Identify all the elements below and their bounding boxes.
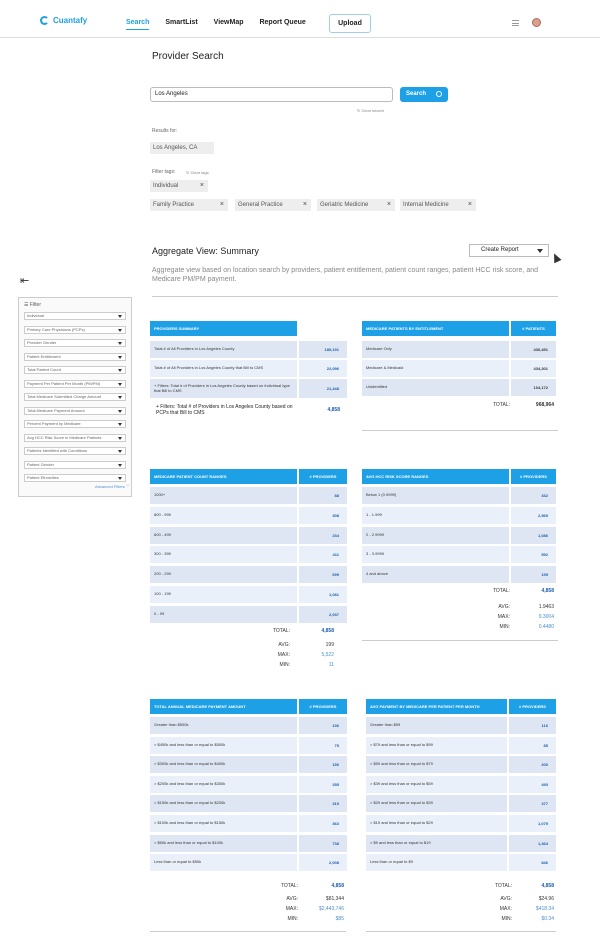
- table-cell: 332: [511, 487, 556, 504]
- table-cell: 200: [509, 756, 556, 773]
- main-nav: [126, 19, 306, 30]
- table-cell: 434,301: [511, 360, 556, 377]
- filter-title: ☰ Filter: [24, 302, 41, 308]
- total-label: TOTAL:: [272, 628, 290, 634]
- providers-column-header: # PROVIDERS: [299, 699, 347, 714]
- hcc-avg: 1.9463: [538, 604, 554, 610]
- filter-dropdown[interactable]: Total Medicare Payment Amount: [24, 407, 126, 415]
- payment-header: TOTAL ANNUAL MEDICARE PAYMENT AMOUNT: [150, 699, 297, 714]
- filter-dropdown[interactable]: Percent Payment by Medicare: [24, 420, 126, 428]
- payment-total: 4,858: [331, 883, 344, 889]
- filter-dropdown[interactable]: Payment Per Patient Per Month (PM/PM): [24, 380, 126, 388]
- min-label: MIN:: [501, 916, 512, 922]
- avg-label: AVG:: [286, 896, 298, 902]
- filter-dropdown[interactable]: Patients Identified with Conditions: [24, 447, 126, 455]
- top-header: [0, 0, 600, 38]
- max-label: MAX:: [285, 906, 298, 912]
- table-row: + Filters: Total # of Providers in Los Angeles County based on Individual type that Bill to CMS: [150, 379, 297, 398]
- tag-internal-medicine[interactable]: Internal Medicine ×: [400, 199, 476, 211]
- table-row: Unidentified: [362, 379, 509, 396]
- payment-min: $85: [335, 916, 344, 922]
- table-cell: 21,448: [299, 379, 347, 398]
- table-row: 4 and above: [362, 566, 509, 583]
- table-row: > $300k and less than or equal to $400k: [150, 756, 297, 773]
- entitlement-total: 968,964: [535, 402, 554, 408]
- max-label: MAX:: [277, 652, 290, 658]
- divider: [366, 931, 556, 932]
- results-for-label: Results for:: [152, 128, 178, 134]
- table-cell: 699: [299, 566, 347, 583]
- hcc-header: AVG HCC RISK SCORE RANGES: [362, 469, 509, 484]
- total-label: TOTAL:: [280, 883, 298, 889]
- table-row: Medicare Only: [362, 341, 509, 358]
- divider: [362, 430, 558, 431]
- avg-label: AVG:: [498, 604, 510, 610]
- table-row: Total # of All Providers in Los Angeles County: [150, 341, 297, 358]
- patients-column-header: # PATIENTS: [511, 321, 556, 336]
- avg-label: AVG:: [278, 642, 290, 648]
- results-location: Los Angeles, CA: [150, 142, 214, 154]
- total-label: TOTAL:: [492, 588, 510, 594]
- nav-search[interactable]: Search: [126, 19, 149, 30]
- search-icon: [436, 91, 442, 97]
- filter-dropdown[interactable]: Total Medicare Submitted Charge Amount: [24, 393, 126, 401]
- table-row: 0 - 99: [150, 606, 297, 623]
- table-row: > $39 and less than or equal to $59: [366, 776, 507, 793]
- filter-sidebar: [18, 297, 132, 497]
- filter-dropdown[interactable]: Individual: [24, 312, 126, 320]
- total-label: TOTAL:: [492, 402, 510, 408]
- table-row: 800 - 999: [150, 507, 297, 524]
- max-label: MAX:: [497, 614, 510, 620]
- table-row: > $450k and less than or equal to $500k: [150, 737, 297, 754]
- table-row: > $19 and less than or equal to $29: [366, 815, 507, 832]
- providers-total-label: + Filters: Total # of Providers in Los Angeles County based on PCPs that Bill to CMS: [156, 404, 293, 416]
- min-label: MIN:: [499, 624, 510, 630]
- table-cell: 1,364: [509, 835, 556, 852]
- filter-dropdown[interactable]: Primary Care Physicians (PCPs): [24, 326, 126, 334]
- close-icon[interactable]: ×: [386, 201, 391, 208]
- divider: [150, 931, 346, 932]
- table-row: Greater than $99: [366, 717, 507, 734]
- pmpm-total: 4,858: [541, 883, 554, 889]
- menu-icon[interactable]: [512, 20, 519, 26]
- table-cell: 22,096: [299, 360, 347, 377]
- back-arrow-icon[interactable]: ⇤: [20, 275, 30, 287]
- logo-icon: [40, 16, 49, 25]
- table-cell: 1,081: [299, 586, 347, 603]
- table-row: 100 - 199: [150, 586, 297, 603]
- table-cell: 2,037: [299, 606, 347, 623]
- table-row: 1 - 1.999: [362, 507, 509, 524]
- hcc-min: 0.4480: [538, 624, 554, 630]
- providers-summary-header: PROVIDERS SUMMARY: [150, 321, 297, 336]
- filter-dropdown[interactable]: Patient Entitlement: [24, 353, 126, 361]
- table-row: > $200k and less than or equal to $300k: [150, 776, 297, 793]
- table-cell: 88: [299, 487, 347, 504]
- table-cell: 430,491: [511, 341, 556, 358]
- count-min: 11: [328, 662, 334, 668]
- entitlement-header: MEDICARE PATIENTS BY ENTITLEMENT: [362, 321, 509, 336]
- table-row: Greater than $500k: [150, 717, 297, 734]
- nav-report-queue[interactable]: Report Queue: [259, 19, 306, 26]
- table-cell: 411: [299, 546, 347, 563]
- count-ranges-header: MEDICARE PATIENT COUNT RANGES: [150, 469, 297, 484]
- table-row: Less than or equal to $50k: [150, 854, 297, 871]
- filter-dropdown[interactable]: Provider Gender: [24, 339, 126, 347]
- table-row: Less than or equal to $9: [366, 854, 507, 871]
- table-cell: 319: [299, 795, 347, 812]
- filter-dropdown[interactable]: Patient Gender: [24, 461, 126, 469]
- cursor-icon: [550, 252, 561, 264]
- table-cell: 493: [509, 776, 556, 793]
- table-cell: 104,172: [511, 379, 556, 396]
- table-row: > $50k and less than or equal to $100k: [150, 835, 297, 852]
- advanced-filters-link[interactable]: Advanced Filters ﹀: [95, 484, 130, 489]
- max-label: MAX:: [499, 906, 512, 912]
- table-row: Medicare & Medicaid: [362, 360, 509, 377]
- table-cell: 1,086: [511, 527, 556, 544]
- create-report-dropdown[interactable]: Create Report: [469, 244, 549, 257]
- avatar[interactable]: [532, 18, 541, 27]
- table-cell: 75: [299, 737, 347, 754]
- providers-column-header: # PROVIDERS: [511, 469, 556, 484]
- filter-dropdown[interactable]: Total Patient Count: [24, 366, 126, 374]
- table-cell: 2,569: [511, 507, 556, 524]
- filter-dropdown[interactable]: Patient Ethnicities: [24, 474, 126, 482]
- tag-individual[interactable]: Individual ×: [150, 180, 208, 192]
- table-cell: 477: [509, 795, 556, 812]
- table-row: > $100k and less than or equal to $150k: [150, 815, 297, 832]
- clear-search-link[interactable]: ↻ Clear search: [357, 108, 385, 113]
- tag-family-practice[interactable]: Family Practice ×: [150, 199, 228, 211]
- table-row: 3 - 3.9999: [362, 546, 509, 563]
- total-label: TOTAL:: [494, 883, 512, 889]
- payment-avg: $81,344: [325, 896, 344, 902]
- filter-dropdown[interactable]: Avg HCC Risk Score in Medicare Patients: [24, 434, 126, 442]
- table-row: > $29 and less than or equal to $39: [366, 795, 507, 812]
- tag-geriatric-medicine[interactable]: Geriatric Medicine ×: [317, 199, 395, 211]
- pmpm-max: $418.34: [535, 906, 554, 912]
- aggregate-description: Aggregate view based on location search by providers, patient entitlement, patient count ranges, patient HCC risk score, and Medicare PM/PM payment.: [152, 267, 538, 283]
- tag-general-practice[interactable]: General Practice ×: [235, 199, 311, 211]
- table-cell: 592: [511, 546, 556, 563]
- table-row: Below 1 (0.9999): [362, 487, 509, 504]
- close-icon[interactable]: ×: [199, 182, 204, 189]
- table-row: > $59 and less than or equal to $79: [366, 756, 507, 773]
- filter-tags-label: Filter tags:: [152, 169, 176, 175]
- table-row: 200 - 299: [150, 566, 297, 583]
- page-title: Provider Search: [152, 51, 224, 62]
- hcc-total: 4,858: [541, 588, 554, 594]
- divider: [362, 640, 558, 641]
- pmpm-avg: $24.96: [538, 896, 554, 902]
- search-button[interactable]: Search: [400, 87, 448, 102]
- pmpm-min: $0.34: [541, 916, 554, 922]
- nav-smartlist[interactable]: SmartList: [165, 19, 198, 26]
- table-row: > $79 and less than or equal to $99: [366, 737, 507, 754]
- divider: [152, 296, 558, 297]
- providers-column-header: # PROVIDERS: [509, 699, 556, 714]
- table-cell: 846: [509, 854, 556, 871]
- table-row: Total # of All Providers in Los Angeles County that Bill to CMS: [150, 360, 297, 377]
- nav-viewmap[interactable]: ViewMap: [213, 19, 244, 26]
- table-cell: 189,191: [299, 341, 347, 358]
- hcc-max: 9.3004: [538, 614, 554, 620]
- close-icon[interactable]: ×: [467, 201, 472, 208]
- table-cell: 738: [299, 835, 347, 852]
- table-cell: 308: [299, 507, 347, 524]
- providers-column-header: # PROVIDERS: [299, 469, 347, 484]
- count-total: 4,858: [321, 628, 334, 634]
- logo[interactable]: Cuantafy: [40, 16, 87, 25]
- search-input[interactable]: Los Angeles: [150, 87, 393, 102]
- table-cell: 150: [299, 756, 347, 773]
- table-row: 300 - 399: [150, 546, 297, 563]
- table-cell: 2,008: [299, 854, 347, 871]
- count-avg: 199: [325, 642, 334, 648]
- table-row: > $9 and less than or equal to $19: [366, 835, 507, 852]
- chevron-down-icon: [537, 249, 543, 253]
- table-cell: 199: [511, 566, 556, 583]
- pmpm-header: AVG PAYMENT BY MEDICARE PER PATIENT PER MONTH: [366, 699, 507, 714]
- payment-max: $2,443,746: [318, 906, 344, 912]
- providers-total: 4,858: [327, 407, 340, 413]
- table-cell: 363: [299, 815, 347, 832]
- table-cell: 234: [299, 527, 347, 544]
- table-row: 2 - 2.9999: [362, 527, 509, 544]
- table-row: 600 - 499: [150, 527, 297, 544]
- min-label: MIN:: [279, 662, 290, 668]
- table-cell: 116: [509, 717, 556, 734]
- close-icon[interactable]: ×: [302, 201, 307, 208]
- table-cell: 1,079: [509, 815, 556, 832]
- count-max: 5,522: [321, 652, 334, 658]
- aggregate-title: Aggregate View: Summary: [152, 246, 259, 256]
- table-cell: 85: [509, 737, 556, 754]
- upload-button[interactable]: Upload: [329, 14, 371, 33]
- min-label: MIN:: [287, 916, 298, 922]
- table-cell: 136: [299, 717, 347, 734]
- table-cell: 255: [299, 776, 347, 793]
- table-row: 1000+: [150, 487, 297, 504]
- close-icon[interactable]: ×: [219, 201, 224, 208]
- table-row: > $150k and less than or equal to $200k: [150, 795, 297, 812]
- clear-tags-link[interactable]: ↻ Clear tags: [186, 170, 209, 175]
- avg-label: AVG:: [500, 896, 512, 902]
